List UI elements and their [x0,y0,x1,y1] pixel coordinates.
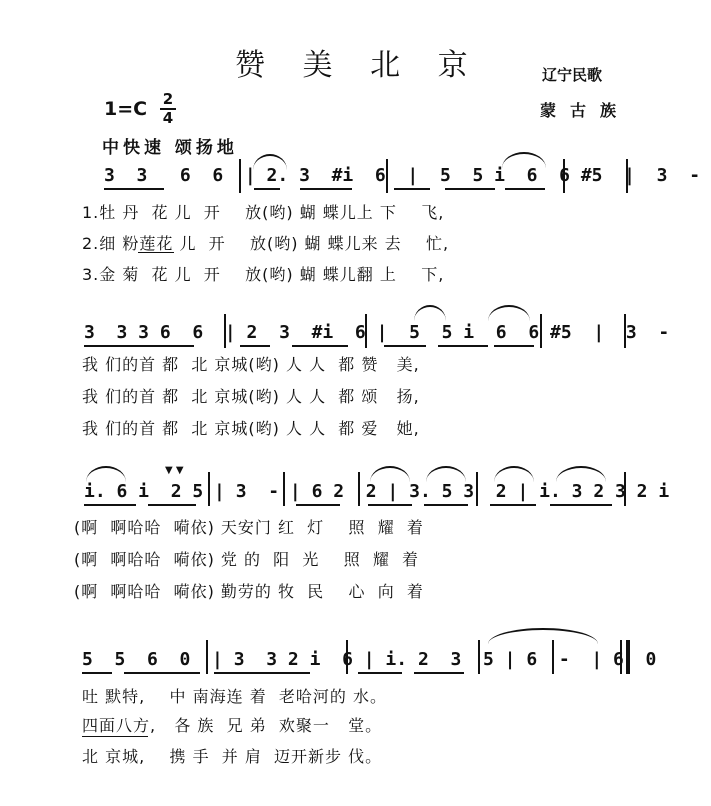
lyric-line-3-verse-3: (啊 啊哈哈 嗬依) 勤劳的 牧 民 心 向 着 [74,582,424,601]
song-title: 赞 美 北 京 [235,48,482,83]
lyric-line-4-verse-1: 吐 默特, 中 南海连 着 老哈河的 水。 [82,687,387,706]
song-ethnic-group: 蒙古族 [540,101,631,120]
lyric-line-2-verse-1: 我 们的首 都 北 京城(哟) 人 人 都 赞 美, [82,355,420,374]
notation-line-4: 5 5 6 0 | 3 3 2 i 6 | i. 2 3 5 | 6 - | 6 0 [82,649,657,670]
lyric-line-1-verse-3: 3.金 菊 花 儿 开 放(哟) 蝴 蝶儿翻 上 下, [82,265,445,284]
score-page: 赞 美 北 京 辽宁民歌 蒙古族 1=C 2 4 中快速 颂扬地 3 3 6 6 | 2. 3 #i 6 | 5 5 i 6 6 #5 | 3 - 1.牡 丹 花 儿 开 放(哟) 蝴 蝶儿上 下 飞, 2.细 粉莲花 儿 开 放(哟) 蝴 蝶儿来 去 忙, 3.金 菊 花 儿 开 放(哟) 蝴 蝶儿翻 上 下, 3 3 3 6 6 | 2 3 #i 6 | 5 5 i 6 6 #5 | 3 - 我 们的首 都 北 京城(哟) 人 人 都 赞 美, 我 们的首 都 北 京城(哟) 人 人 都 颂 扬, 我 们的首 都 北 京城(哟) 人 人 都 爱 她, i. 6 i 2 5 | 3 - | 6 2 2 | 3. 5 3 2 | i. 3 2 3 2 i ▼ ▼ (啊 啊哈哈 嗬依) 天安门 红 灯 照 耀 着 (啊 啊哈哈 嗬依) 党 的 阳 光 照 耀 着 (啊 啊哈哈 嗬依) 勤劳的 牧 民 心 向 着 5 5 6 0 | 3 3 2 i 6 | i. 2 3 5 | 6 - | 6 0 吐 默特, 中 南海连 着 老哈河的 水。 四面八方, 各 族 兄 弟 欢聚一 堂。 北 京城, 携 手 并 肩 迈开新步 伐。 [0,0,711,806]
lyric-line-4-verse-3: 北 京城, 携 手 并 肩 迈开新步 伐。 [82,747,383,766]
tempo-marking: 中快速 颂扬地 [102,138,238,158]
time-signature-top: 2 [162,90,174,108]
lyric-line-2-verse-3: 我 们的首 都 北 京城(哟) 人 人 都 爱 她, [82,419,420,438]
notation-line-3: i. 6 i 2 5 | 3 - | 6 2 2 | 3. 5 3 2 | i. 3 2 3 2 i [84,481,670,502]
lyric-line-1-verse-1: 1.牡 丹 花 儿 开 放(哟) 蝴 蝶儿上 下 飞, [82,203,445,222]
time-signature-bottom: 4 [162,109,174,127]
time-signature [158,92,178,126]
lyric-line-2-verse-2: 我 们的首 都 北 京城(哟) 人 人 都 颂 扬, [82,387,420,406]
lyric-line-3-verse-1: (啊 啊哈哈 嗬依) 天安门 红 灯 照 耀 着 [74,518,424,537]
lyric-line-3-verse-2: (啊 啊哈哈 嗬依) 党 的 阳 光 照 耀 着 [74,550,420,569]
lyric-line-1-verse-2: 2.细 粉莲花 儿 开 放(哟) 蝴 蝶儿来 去 忙, [82,234,450,253]
song-origin: 辽宁民歌 [542,66,603,84]
notation-line-1: 3 3 6 6 | 2. 3 #i 6 | 5 5 i 6 6 #5 | 3 - [104,165,701,186]
key-signature: 1=C [104,98,148,120]
lyric-line-4-verse-2: 四面八方, 各 族 兄 弟 欢聚一 堂。 [82,716,383,735]
notation-line-2: 3 3 3 6 6 | 2 3 #i 6 | 5 5 i 6 6 #5 | 3 - [84,322,670,343]
